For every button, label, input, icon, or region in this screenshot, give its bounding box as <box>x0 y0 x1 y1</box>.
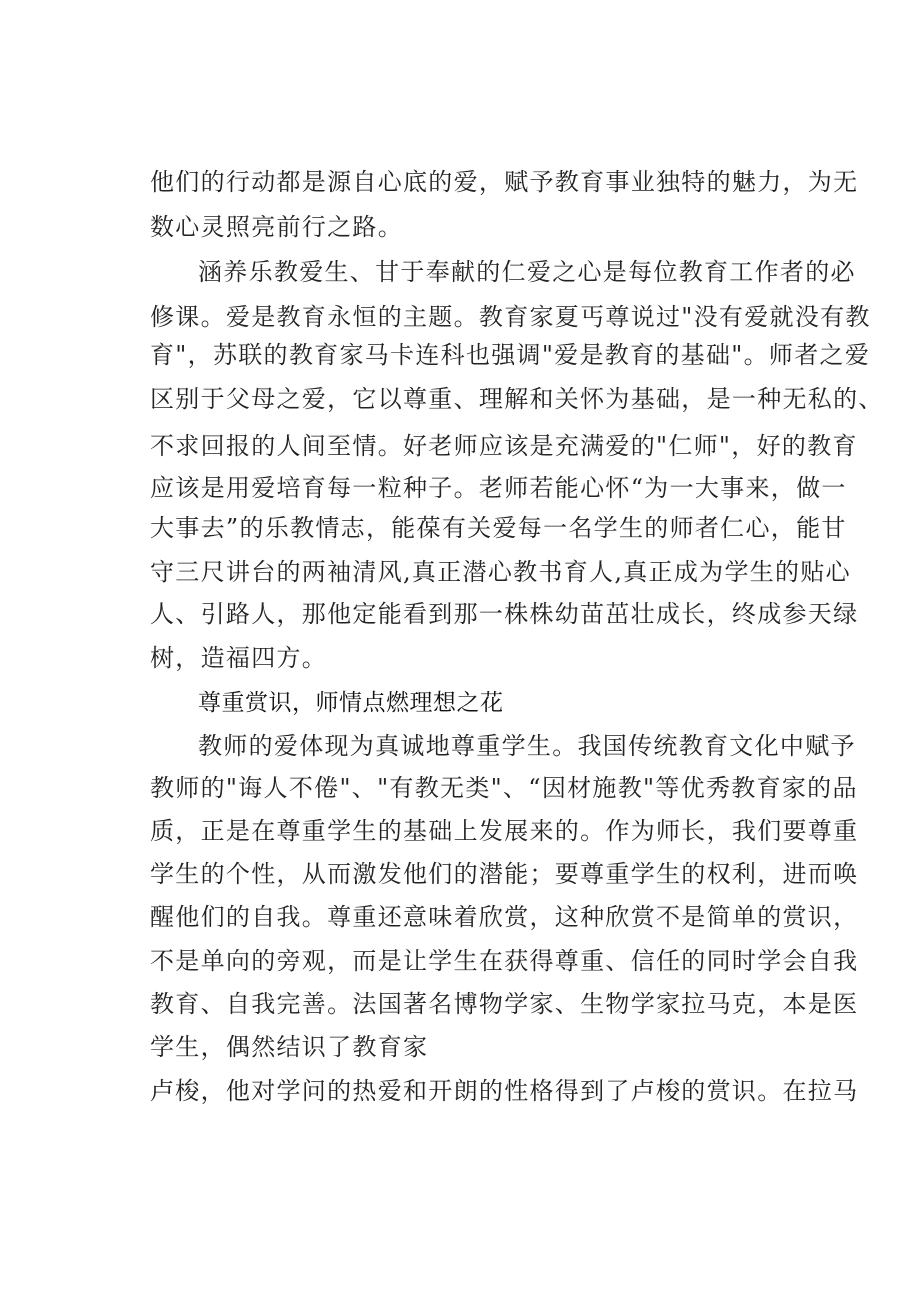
paragraph-2-line-3: 育"，苏联的教育家马卡连科也强调"爱是教育的基础"。师者之爱 <box>150 341 871 369</box>
paragraph-2-line-1: 涵养乐教爱生、甘于奉献的仁爱之心是每位教育工作者的必 <box>198 258 856 286</box>
paragraph-3-line-5: 醒他们的自我。尊重还意味着欣赏，这种欣赏不是简单的赏识， <box>150 903 859 931</box>
paragraph-2-line-6: 应该是用爱培育每一粒种子。老师若能心怀“为一大事来，做一 <box>150 474 847 502</box>
paragraph-2-line-5: 不求回报的人间至情。好老师应该是充满爱的"仁师"，好的教育 <box>150 432 858 460</box>
paragraph-2-line-9: 人、引路人，那他定能看到那一株株幼苗茁壮成长，终成参天绿 <box>150 600 859 628</box>
paragraph-1-line-2: 数心灵照亮前行之路。 <box>150 213 403 241</box>
paragraph-3-line-2: 教师的"诲人不倦"、"有教无类"、“因材施教"等优秀教育家的品 <box>150 774 858 802</box>
paragraph-2-line-10: 树，造福四方。 <box>150 644 328 672</box>
paragraph-2-line-4: 区别于父母之爱，它以尊重、理解和关怀为基础，是一种无私的、 <box>150 385 884 413</box>
paragraph-2-line-8: 守三尺讲台的两袖清风,真正潜心教书育人,真正成为学生的贴心 <box>150 558 851 586</box>
paragraph-3-line-7: 教育、自我完善。法国著名博物学家、生物学家拉马克，本是医 <box>150 990 859 1018</box>
paragraph-3-line-4: 学生的个性，从而激发他们的潜能；要尊重学生的权利，进而唤 <box>150 860 859 888</box>
paragraph-2-line-7: 大事去”的乐教情志，能葆有关爱每一名学生的师者仁心，能甘 <box>150 514 847 542</box>
section-heading: 尊重赏识，师情点燃理想之花 <box>198 690 504 716</box>
paragraph-3-line-6: 不是单向的旁观，而是让学生在获得尊重、信任的同时学会自我 <box>150 947 859 975</box>
paragraph-3-line-1: 教师的爱体现为真诚地尊重学生。我国传统教育文化中赋予 <box>198 732 856 760</box>
paragraph-2-line-2: 修课。爱是教育永恒的主题。教育家夏丐尊说过"没有爱就没有教 <box>150 303 871 331</box>
paragraph-3-line-8: 学生，偶然结识了教育家 <box>150 1033 429 1061</box>
paragraph-1-line-1: 他们的行动都是源自心底的爱，赋予教育事业独特的魅力，为无 <box>150 168 859 196</box>
paragraph-3-line-3: 质，正是在尊重学生的基础上发展来的。作为师长，我们要尊重 <box>150 817 859 845</box>
paragraph-3-line-9: 卢梭，他对学问的热爱和开朗的性格得到了卢梭的赏识。在拉马 <box>150 1077 859 1105</box>
